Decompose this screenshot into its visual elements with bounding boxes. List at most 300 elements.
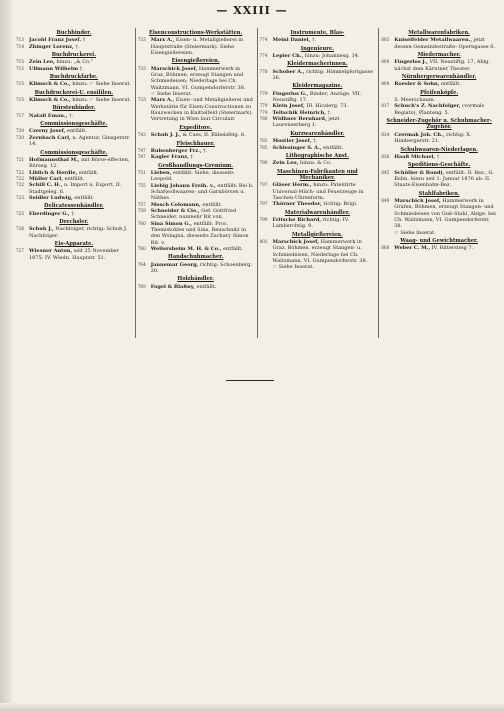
entry-name: Schuh J., — [29, 226, 54, 233]
entry-number: 757 — [137, 201, 146, 207]
directory-entry — [381, 230, 497, 236]
entry-text — [394, 103, 497, 116]
entry-name: Marx A., — [150, 97, 175, 104]
directory-entry — [260, 91, 376, 104]
directory-entry — [381, 81, 497, 87]
entry-number: 785 — [259, 144, 268, 150]
entry-name: Zein Leo, — [272, 160, 299, 167]
directory-entry — [260, 116, 376, 129]
section-heading: Drechsler. — [59, 218, 89, 225]
entry-details: Binder; Anzüge, VII. Neustiftg. 17. — [272, 90, 362, 104]
entry-text — [273, 239, 376, 264]
directory-entry — [138, 183, 254, 202]
directory-entry — [138, 262, 254, 275]
entry-text — [273, 145, 376, 151]
directory-entry — [16, 66, 132, 72]
entry-details: (vormals Begiato), Planteng. 5. — [394, 103, 485, 116]
entry-name: Jacobl Franz Josef. — [29, 37, 82, 44]
entry-number: 755 — [137, 182, 146, 188]
entry-name: Teltschik Heinrich, — [272, 109, 327, 116]
entry-details: Gef. Gottfried Schneider, nunmehr Rit von. — [150, 207, 237, 221]
entry-number: 751 — [137, 169, 146, 175]
entry-text — [394, 37, 497, 50]
entry-details: †. — [75, 43, 80, 50]
section-heading: Ingenieure. — [300, 45, 334, 52]
entry-details: jetzt dessen Gemeindestraße: Operngasse 6. — [394, 37, 495, 50]
entry-details: Hammerwerk in Graz, Böhmen, erzeugt Stangen und Schmiedeisen; Niederlage bei Ch. Waitzmann, VI. Gumpendorferstr. 38. — [150, 65, 246, 91]
entry-number: 799 — [259, 216, 268, 222]
entry-name: Müller Carl, — [29, 175, 64, 182]
section-heading: Expeditore. — [179, 124, 212, 131]
entry-details: richtig: Schoenberg. 20. — [150, 261, 253, 275]
entry-number: 727 — [16, 248, 24, 254]
section-heading: Pfeifenköpfe. — [420, 89, 459, 96]
entry-text — [394, 230, 497, 236]
entry-number: 797 — [259, 182, 268, 188]
entry-details: entfällt: Proc. Themistokles und Sina, Reuschnitz in den Wolagna, diesseits Zachary Simon Rit. v. — [150, 220, 249, 246]
entry-text — [151, 170, 254, 183]
entry-details: hinzu: „& Co.“ — [56, 59, 94, 66]
section-heading: Buchdruckerei. — [51, 52, 97, 59]
entry-name: Lepier Ch., — [272, 53, 304, 60]
section-heading: Schneider-Zugehör u. Schuhmacher-Zugehör. — [386, 118, 492, 131]
entry-text — [394, 170, 497, 189]
section-heading: Eisengießereien. — [171, 58, 220, 65]
entry-text — [29, 248, 132, 261]
entry-number: 733 — [137, 97, 146, 103]
entry-name: Fingerlos J., — [394, 59, 428, 66]
directory-entry — [381, 132, 497, 145]
entry-details: entfällt. — [67, 128, 87, 135]
entry-text — [273, 201, 376, 207]
directory-entry — [138, 284, 254, 290]
entry-name: Weber C. M., — [394, 245, 431, 252]
section-heading: Buchdruckerei-U. ensililen. — [34, 89, 114, 96]
directory-entry — [16, 81, 132, 87]
section-heading: Commissionsgeschäfte. — [40, 121, 108, 128]
entry-number: 868 — [381, 245, 390, 251]
entry-details: † — [82, 37, 86, 44]
entry-details: entfällt: II. Bez., G. Bahn, hiezu seit 1. Januar 1876 ab: II. Staats-Eisenbahn-Bez. — [394, 169, 494, 189]
entry-number: 774 — [259, 37, 268, 43]
entry-number: 845 — [381, 169, 390, 175]
entry-number: 714 — [16, 43, 24, 49]
directory-column — [14, 28, 135, 338]
entry-name: Czerny Josef, — [29, 128, 66, 135]
entry-number: 747 — [137, 154, 146, 160]
section-heading: Speditions-Geschäfte. — [407, 162, 471, 169]
entry-text — [151, 66, 254, 91]
entry-name: Schober A., — [272, 68, 305, 75]
entry-name: Schlesinger S. A., — [272, 144, 322, 151]
entry-details: entfällt. — [323, 144, 343, 151]
entry-text — [273, 116, 376, 129]
section-heading: Kleidermacherinnen. — [287, 61, 348, 68]
entry-text — [29, 157, 132, 170]
section-heading: Lithographische Anst. — [285, 152, 349, 159]
entry-number: 802 — [259, 238, 268, 244]
section-heading: Holzhändler. — [177, 276, 214, 283]
entry-text — [151, 154, 254, 160]
entry-name: Fingerlos G., — [272, 90, 309, 97]
directory-entry — [16, 113, 132, 119]
entry-details: ☞ Siehe Inserat. — [272, 264, 315, 271]
entry-number: 836 — [381, 153, 390, 159]
section-heading: Waag- und Gewichtmacher. — [400, 237, 479, 244]
directory-entry — [381, 198, 497, 230]
entry-details: entfällt. — [64, 175, 85, 182]
entry-name: Zernbach Carl, — [29, 134, 71, 141]
entry-details: †. — [436, 153, 441, 160]
entry-details: Eisen- und Metallgießerei und Werkstätte für Eisen-Constructionen zu Bauzwecken in Knittelfeld (Steiermark). Vertretung in Wien laut Circulair. — [150, 97, 253, 123]
entry-number: 721 — [16, 156, 24, 162]
entry-name: Marschick Josef, — [272, 238, 320, 245]
entry-text — [151, 284, 254, 290]
entry-text — [273, 91, 376, 104]
entry-details: S. Meerschaum. — [394, 97, 436, 104]
entry-name: Zhinger Lorenz, — [29, 43, 74, 50]
entry-details: ☞ Siehe Inserat. — [394, 229, 436, 236]
entry-details: & Cuss, II. Bäbeisfelg. 6. — [182, 132, 246, 139]
entry-name: Schüller & Bondi, — [394, 169, 445, 176]
directory-entry — [138, 37, 254, 56]
directory-entry — [138, 132, 254, 138]
section-heading: Fleischhauer. — [176, 140, 215, 147]
entry-name: Gläser Herm., — [272, 182, 312, 189]
entry-name: Jannemar Georg, — [150, 261, 199, 268]
entry-text — [29, 81, 132, 87]
entry-text — [273, 217, 376, 230]
entry-text — [29, 113, 132, 119]
entry-name: Weilersheim M. H. & Co., — [150, 246, 222, 252]
page-header: — XXIII — — [216, 4, 288, 17]
entry-details: hinzu: Johannesg. 14. — [304, 53, 360, 60]
directory-entry — [16, 44, 132, 50]
columns-area — [14, 28, 500, 338]
entry-details: ☞ Siehe Inserat. — [150, 91, 193, 98]
entry-number: 715 — [16, 81, 24, 87]
directory-entry — [260, 182, 376, 201]
entry-number: 797 — [259, 201, 268, 207]
entry-text — [273, 53, 376, 59]
entry-text — [29, 211, 132, 217]
entry-details: entfällt: Bei b. Schafwollwaaren- und Garnbörsen u. Näthes. — [150, 182, 254, 202]
entry-number: 715 — [16, 59, 24, 65]
entry-details: hinzu: ☞ Siehe Inserat. — [72, 97, 131, 104]
entry-number: 733 — [137, 37, 146, 43]
entry-name: Widhner Bernhard, — [272, 116, 327, 123]
entry-details: †. — [313, 138, 318, 145]
section-heading: Delicatessenhändler. — [44, 203, 104, 210]
section-heading: Kleidermagazine. — [292, 83, 343, 90]
entry-number: 805 — [381, 37, 390, 43]
entry-text — [29, 66, 132, 72]
entry-details: †. — [203, 147, 208, 154]
entry-number: 722 — [16, 169, 24, 175]
directory-entry — [16, 195, 132, 201]
entry-details: hinzu: ☞ Siehe Inserat. — [72, 81, 131, 88]
entry-text — [273, 264, 376, 270]
directory-entry — [260, 145, 376, 151]
page-edge — [0, 703, 504, 711]
entry-details: richtig: IV. Lamberchtig. 9. — [272, 216, 350, 230]
entry-text — [394, 59, 497, 72]
entry-details: †. — [68, 112, 74, 119]
directory-entry — [260, 201, 376, 207]
entry-details: richtig: X. Himbergerstr. 21. — [394, 131, 472, 145]
entry-number: 713 — [16, 37, 24, 43]
entry-number: 849 — [381, 197, 390, 203]
entry-details: mit Börse-effecten, Börseg. 12. — [29, 156, 130, 170]
entry-number: 779 — [259, 90, 268, 96]
entry-name: Marx A., — [150, 37, 175, 44]
entry-text — [273, 69, 376, 82]
entry-name: Klimsch & Co., — [29, 97, 71, 104]
entry-name: Meinl Daniel, — [272, 37, 311, 44]
entry-number: 785 — [259, 138, 268, 144]
entry-details: entfällt. — [74, 194, 95, 201]
entry-number: 722 — [16, 182, 24, 188]
section-heading: Buchdruckfarbe. — [49, 74, 98, 81]
directory-entry — [260, 53, 376, 59]
entry-name: Rubenberger Frz., — [150, 147, 202, 154]
directory-entry — [381, 154, 497, 160]
entry-number: 769 — [137, 283, 146, 289]
directory-entry — [16, 248, 132, 261]
entry-name: Lieben, — [150, 169, 172, 176]
directory-entry — [16, 211, 132, 217]
entry-number: 779 — [259, 109, 268, 115]
section-heading: Miedermacher. — [417, 52, 461, 59]
entry-name: Schuh J. J., — [150, 132, 181, 139]
entry-details: entfällt: Siehe, diesseits Leopold. — [150, 169, 234, 183]
entry-number: 809 — [381, 81, 390, 87]
directory-entry — [138, 66, 254, 91]
entry-number: 778 — [259, 68, 268, 74]
entry-number: 774 — [259, 53, 268, 59]
entry-text — [151, 97, 254, 122]
entry-name: Seidler Ludwig, — [29, 194, 73, 201]
entry-details: hinzu: Patentirte Universal-Milch- und Feuerzeuge in Taschen-Uhrenform. — [272, 182, 364, 201]
entry-number: 723 — [16, 194, 24, 200]
entry-details: Nachfolger, richtig: Schuh J. Nachfolger. — [29, 226, 128, 239]
entry-number: 817 — [381, 103, 390, 109]
section-heading: Eisenconstructions-Werkstätten. — [148, 30, 243, 36]
entry-text — [29, 226, 132, 239]
entry-text — [151, 37, 254, 56]
entry-text — [29, 195, 132, 201]
entry-name: Haaß Michael, — [394, 153, 436, 160]
section-heading: Maschinen-Fabrikanten und Mechaniker. — [277, 168, 358, 181]
directory-column — [378, 28, 500, 338]
entry-details: †. — [71, 210, 76, 217]
entry-name: Czermak Joh. Ch., — [394, 131, 445, 138]
directory-column — [135, 28, 257, 338]
directory-entry — [381, 103, 497, 116]
directory-entry — [138, 246, 254, 252]
entry-number: 725 — [16, 210, 24, 216]
entry-number: 747 — [137, 147, 146, 153]
entry-details: VII. Neustiftg. 17, Ablg. nächst dem Kärntner Theater. — [394, 59, 490, 72]
entry-name: Klein Josef, — [272, 103, 305, 110]
directory-entry — [138, 170, 254, 183]
entry-name: Fogel & Blaßny, — [150, 283, 195, 290]
entry-number: 759 — [137, 207, 146, 213]
entry-name: Schill C. H., — [29, 182, 63, 189]
entry-details: †. — [327, 109, 332, 116]
entry-details: †. — [79, 65, 84, 72]
horizontal-rule — [226, 380, 274, 381]
entry-details: hinzu: & Co. — [299, 160, 332, 167]
entry-details: jetzt Laurenzerberg 1. — [272, 116, 340, 129]
entry-number: 780 — [259, 116, 268, 122]
entry-text — [273, 160, 376, 166]
directory-entry — [138, 208, 254, 221]
entry-name: Liebig Johann Freih. v., — [150, 182, 216, 189]
entry-name: Wiesner Anton, — [29, 248, 73, 255]
section-heading: Metallwarenfabriken. — [408, 30, 470, 36]
entry-details: Hammerwerk in Graz, Böhmen, erzeugt Stangen- u. Schmiedeisen, Niederlage bei Ch. Waitzmann, VI. Gumpendorferstr. 38. — [272, 238, 368, 264]
entry-details: †. — [311, 37, 317, 44]
section-heading: Handschuhmacher. — [168, 254, 224, 261]
entry-number: 715 — [16, 65, 24, 71]
section-heading: Materialwarenhändler. — [284, 209, 350, 216]
directory-entry — [16, 226, 132, 239]
entry-text — [151, 221, 254, 246]
directory-entry — [260, 160, 376, 166]
entry-name: Liblich & Herdle, — [29, 169, 78, 176]
entry-name: Kniselfelder Metallwaaren., — [394, 37, 473, 44]
section-heading: Kurzwarenhändler. — [290, 130, 345, 137]
entry-details: u. Import u. Export, II. Stadtgeleg. 6. — [29, 182, 122, 195]
section-heading: Stahlfabriken. — [418, 190, 460, 197]
directory-entry — [138, 221, 254, 246]
entry-text — [29, 44, 132, 50]
entry-text — [151, 262, 254, 275]
entry-name: Marschick Josef, — [394, 197, 441, 204]
entry-text — [273, 37, 376, 43]
entry-text — [151, 246, 254, 252]
entry-text — [394, 245, 497, 251]
directory-entry — [16, 157, 132, 170]
entry-number: 760 — [137, 220, 146, 226]
entry-text — [273, 182, 376, 201]
entry-number: 722 — [16, 175, 24, 181]
entry-text — [151, 132, 254, 138]
directory-entry — [260, 264, 376, 270]
entry-name: Eberdinger G., — [29, 210, 70, 217]
section-heading: Buchbinder. — [56, 30, 92, 36]
section-heading: Schuhwaaren-Niederlagen. — [400, 146, 478, 153]
entry-number: 834 — [381, 131, 390, 137]
entry-name: Roesler & Sohn, — [394, 81, 440, 88]
entry-text — [394, 198, 497, 230]
entry-number: 720 — [16, 134, 24, 140]
entry-number: 764 — [137, 261, 146, 267]
entry-text — [394, 132, 497, 145]
directory-entry — [138, 97, 254, 122]
section-heading: Eis-Apparate. — [54, 240, 94, 247]
entry-text — [394, 81, 497, 87]
section-heading: Bürstenbinder. — [52, 105, 96, 112]
entry-details: u. Agentur, Ginsgerstr. 14. — [29, 134, 130, 148]
entry-number: 790 — [259, 160, 268, 166]
entry-details: entfällt. — [441, 81, 461, 88]
entry-number: 760 — [137, 246, 146, 251]
entry-name: Ullmann Wilhelm — [29, 65, 79, 72]
entry-details: entfällt. — [223, 246, 243, 252]
entry-name: Natali Eman., — [29, 112, 68, 119]
directory-entry — [260, 217, 376, 230]
entry-name: Marschick Josef, — [150, 65, 198, 72]
page-gutter — [0, 0, 12, 711]
entry-details: richtig: Brigi. — [323, 201, 358, 208]
entry-number: 720 — [16, 128, 24, 134]
entry-name: Hofmannsthal M., — [29, 156, 80, 163]
entry-details: Eisen- u. Metallgießerei in Hauptstraße (Steiermark). Siehe Eisengießereien. — [150, 37, 244, 57]
entry-name: Klimsch & Co., — [29, 81, 71, 88]
entry-text — [151, 183, 254, 202]
entry-details: richtig: Himmelpfortgasse 26. — [272, 68, 373, 82]
directory-entry — [260, 69, 376, 82]
section-heading: Großhandlungs-Gremium. — [158, 162, 234, 169]
entry-number: 726 — [16, 226, 24, 232]
directory-entry — [138, 154, 254, 160]
entry-text — [29, 182, 132, 195]
entry-details: IV. Rittersteig 7. — [431, 245, 474, 252]
entry-name: Zein Leo, — [29, 59, 55, 66]
entry-number: 733 — [137, 65, 146, 71]
entry-number: 809 — [381, 59, 390, 65]
entry-name: Schneider & Cie., — [150, 207, 200, 214]
entry-details: entfällt. — [78, 169, 99, 176]
entry-text — [151, 208, 254, 221]
directory-entry — [381, 37, 497, 50]
entry-text — [29, 135, 132, 148]
section-heading: Commissionsgeschäfte. — [40, 149, 108, 156]
section-heading: Metallgießereien. — [291, 231, 343, 238]
directory-entry — [260, 37, 376, 43]
directory-entry — [260, 239, 376, 264]
entry-details: seit 25 November 1875: IV. Wiedn. Hauptstr. 51. — [29, 248, 119, 261]
directory-entry — [16, 135, 132, 148]
directory-entry — [381, 170, 497, 189]
entry-number: 779 — [259, 103, 268, 109]
entry-details: Hammerwerk in Grafen, Böhmen, erzeugt Stangen- und Schmiedeisen von Guß-Stahl, Ablge. bei Ch. Waitzmann, VI. Gumpendorferstr. 38. — [394, 197, 496, 230]
entry-name: Mesch Colomann, — [150, 201, 201, 208]
section-heading: Nürnbergerwarenhändler. — [401, 74, 477, 81]
entry-text — [394, 154, 497, 160]
section-heading: Instrumente, Blas- — [290, 30, 345, 36]
directory-entry — [381, 59, 497, 72]
entry-details: entfällt. — [196, 283, 217, 290]
entry-details: entfällt. — [202, 201, 223, 208]
entry-text — [29, 97, 132, 103]
entry-number: 743 — [137, 132, 146, 138]
entry-name: Schuch's Z. Nachfolger, — [394, 103, 461, 110]
entry-details: III. Hiczlerg. 73. — [306, 103, 349, 110]
entry-name: Thörner Theodor, — [272, 201, 322, 208]
directory-column — [257, 28, 379, 338]
directory-entry — [381, 245, 497, 251]
entry-number: 715 — [16, 97, 24, 103]
entry-name: Sina Simon G., — [150, 220, 192, 227]
entry-name: Kagler Franz, — [150, 154, 189, 161]
entry-details: †. — [190, 154, 195, 161]
entry-name: Fritsche Richard, — [272, 216, 322, 223]
directory-entry — [16, 97, 132, 103]
entry-number: 717 — [16, 112, 24, 118]
